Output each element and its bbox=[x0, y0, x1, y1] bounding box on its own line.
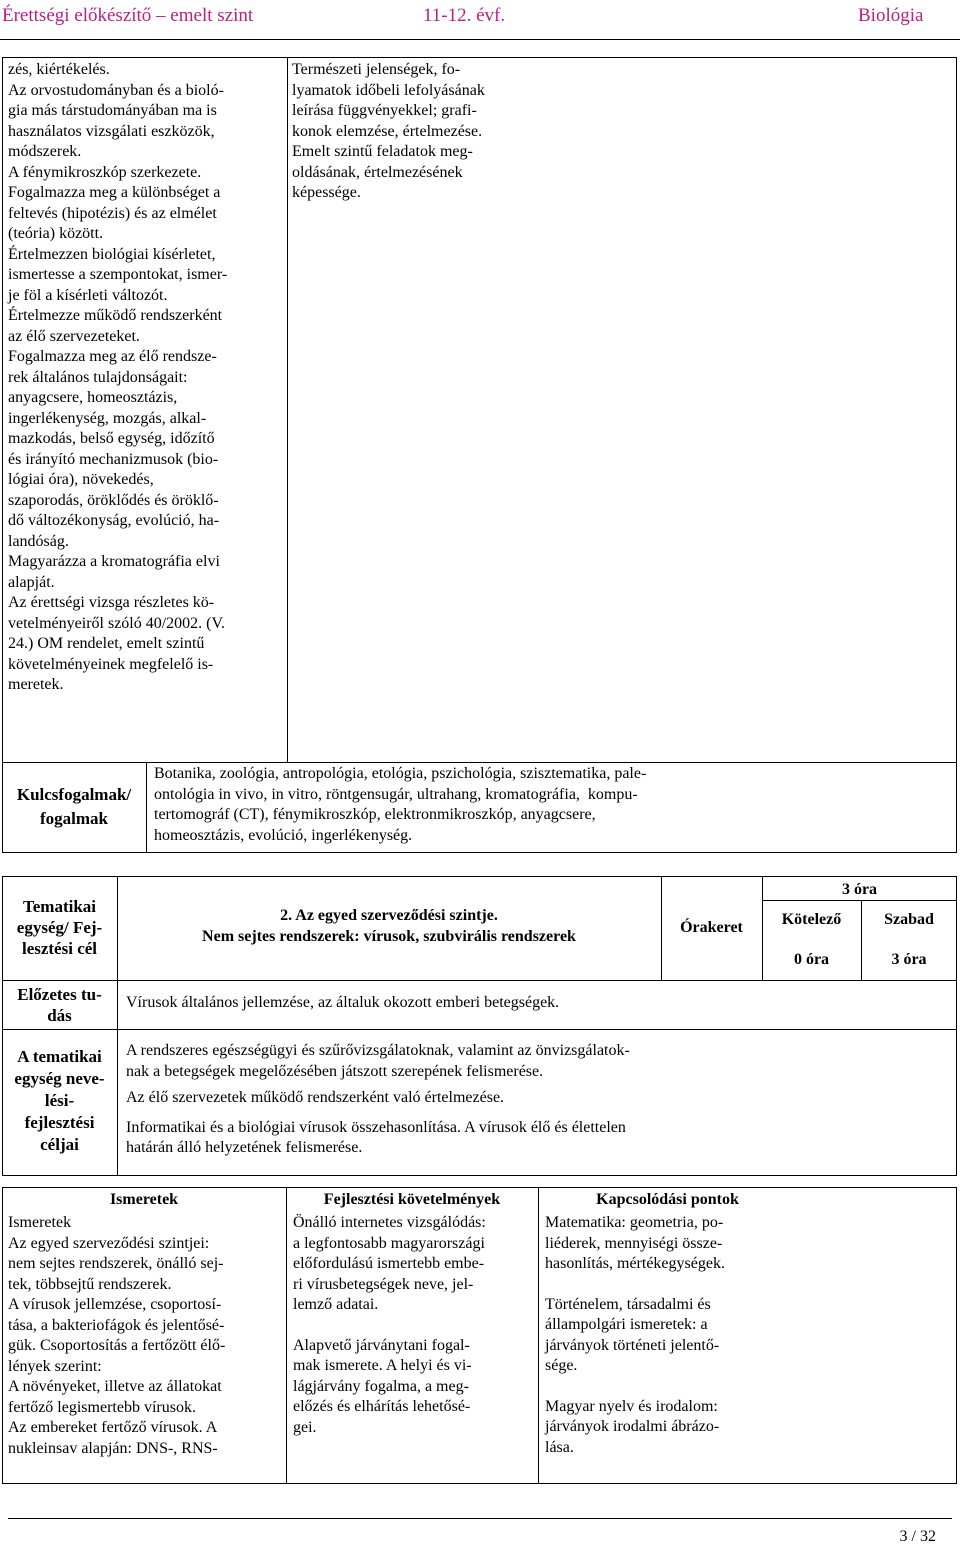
text-line: képessége. bbox=[292, 184, 361, 201]
label-line: lési- bbox=[44, 1091, 75, 1110]
prior-knowledge-label bbox=[2, 984, 117, 1026]
unit-row-rule-2 bbox=[2, 1029, 957, 1030]
col-knowledge bbox=[8, 1213, 225, 1459]
text-line: ontológia in vivo, in vitro, röntgensugár, ultrahang, kromatográfia, kompu- bbox=[154, 785, 638, 803]
text-line: Fogalmazza meg a különbséget a bbox=[8, 184, 221, 201]
text-line: a legfontosabb magyarországi bbox=[293, 1234, 485, 1252]
knowledge-requirements bbox=[8, 60, 227, 696]
total-hours: 3 óra bbox=[841, 881, 878, 898]
text-line: Az élő szervezetek működő rendszerként való értelmezése. bbox=[126, 1089, 505, 1106]
text-line: Matematika: geometria, po- bbox=[545, 1214, 724, 1231]
text-line: konok elemzése, értelmezése. bbox=[292, 122, 483, 140]
label-line: fogalmak bbox=[40, 809, 108, 828]
text-line: Fogalmazza meg az élő rendsze- bbox=[8, 348, 217, 365]
text-line: Önálló internetes vizsgálódás: bbox=[293, 1214, 486, 1231]
text-line: nak a betegségek megelőzésében játszott szerepének felismerése. bbox=[126, 1062, 544, 1080]
text-line: lények szerint: bbox=[8, 1357, 102, 1375]
text-line: oldásának, értelmezésének bbox=[292, 163, 463, 181]
text-line: Az embereket fertőző vírusok. A bbox=[8, 1419, 218, 1436]
text-line: gia más társtudományában ma is bbox=[8, 102, 217, 119]
col-header-requirements: Fejlesztési követelmények bbox=[323, 1191, 501, 1208]
label-line: lesztési cél bbox=[21, 939, 98, 958]
text-line: hasonlítás, mértékegységek. bbox=[545, 1255, 725, 1272]
text-line: nem sejtes rendszerek, önálló sej- bbox=[8, 1255, 224, 1272]
text-line: Természeti jelenségek, fo- bbox=[292, 61, 461, 78]
text-line: járványok irodalmi ábrázo- bbox=[545, 1418, 720, 1435]
text-line: A fénymikroszkóp szerkezete. bbox=[8, 163, 202, 181]
free-hours: 3 óra bbox=[891, 951, 927, 968]
text-line: gük. Csoportosítás a fertőzött élő- bbox=[8, 1337, 226, 1354]
text-line: Magyar nyelv és irodalom: bbox=[545, 1397, 718, 1415]
col-connections bbox=[545, 1213, 725, 1458]
text-line: feltevés (hipotézis) és az elmélet bbox=[8, 204, 217, 222]
free-label: Szabad bbox=[884, 911, 934, 928]
text-line: A rendszeres egészségügyi és szűrővizsgálatoknak, valamint az önvizsgálatok- bbox=[126, 1042, 630, 1059]
text-line: sége. bbox=[545, 1357, 578, 1374]
label-line: Kulcsfogalmak/ bbox=[16, 785, 132, 804]
content-divider-1 bbox=[286, 1187, 287, 1484]
text-line: Értelmezze működő rendszerként bbox=[8, 307, 223, 324]
text-line: határán álló helyzetének felismerése. bbox=[126, 1139, 363, 1156]
text-line: landóság. bbox=[8, 532, 69, 550]
text-line: A vírusok jellemzése, csoportosí- bbox=[8, 1296, 222, 1313]
text-line: A növényeket, illetve az állatokat bbox=[8, 1378, 222, 1395]
text-line: rek általános tulajdonságait: bbox=[8, 368, 188, 386]
text-line: dő változékonyság, evolúció, ha- bbox=[8, 512, 220, 529]
text-line: tek, többsejtű rendszerek. bbox=[8, 1275, 172, 1293]
label-line: Tematikai bbox=[22, 897, 97, 916]
skill-requirements bbox=[292, 60, 485, 204]
label-line: egység neve- bbox=[14, 1069, 105, 1088]
text-line: ismertesse a szempontokat, ismer- bbox=[8, 266, 228, 283]
text-line: mak ismerete. A helyi és vi- bbox=[293, 1357, 472, 1374]
text-line: állampolgári ismeretek: a bbox=[545, 1316, 708, 1333]
col-header-connections: Kapcsolódási pontok bbox=[596, 1191, 739, 1208]
text-line: lógiai óra), növekedés, bbox=[8, 471, 154, 488]
text-line: liéderek, mennyiségi össze- bbox=[545, 1234, 723, 1252]
title-line: 2. Az egyed szerveződési szintje. bbox=[280, 907, 498, 924]
unit-row-rule-1 bbox=[2, 980, 957, 981]
label-line: dás bbox=[47, 1006, 72, 1025]
text-line: Ismeretek bbox=[8, 1214, 72, 1231]
text-line: Magyarázza a kromatográfia elvi bbox=[8, 553, 220, 570]
text-line: módszerek. bbox=[8, 143, 82, 160]
text-line: alapját. bbox=[8, 573, 55, 591]
text-line: lágjárvány fogalma, a meg- bbox=[293, 1377, 469, 1395]
goals-label bbox=[2, 1046, 117, 1156]
text-line: Az egyed szerveződési szintjei: bbox=[8, 1234, 210, 1252]
text-line: lyamatok időbeli lefolyásának bbox=[292, 81, 485, 99]
text-line: leírása függvényekkel; grafi- bbox=[292, 102, 477, 119]
text-line: Botanika, zoológia, antropológia, etológia, pszichológia, szisztematika, pale- bbox=[154, 765, 647, 782]
text-line: mazkodás, belső egység, időzítő bbox=[8, 430, 215, 447]
mandatory-label: Kötelező bbox=[781, 911, 842, 928]
text-line: az élő szervezeteket. bbox=[8, 327, 140, 345]
orakeret-label: Órakeret bbox=[680, 919, 743, 936]
text-line: nukleinsav alapján: DNS-, RNS- bbox=[8, 1439, 218, 1457]
text-line: ri vírusbetegségek neve, jel- bbox=[293, 1275, 474, 1293]
prior-knowledge-text: Vírusok általános jellemzése, az általuk okozott emberi betegségek. bbox=[126, 994, 560, 1011]
col-header-knowledge: Ismeretek bbox=[109, 1191, 179, 1208]
text-line: előfordulású ismertebb embe- bbox=[293, 1255, 485, 1272]
header-subject: Biológia bbox=[858, 5, 924, 26]
text-line: szaporodás, öröklődés és öröklő- bbox=[8, 491, 219, 509]
text-line: Az orvostudományban és a bioló- bbox=[8, 81, 224, 99]
text-line: vetelményeiről szóló 40/2002. (V. bbox=[8, 614, 225, 632]
header-rule bbox=[0, 39, 960, 40]
text-line: gei. bbox=[293, 1418, 317, 1436]
title-line: Nem sejtes rendszerek: vírusok, szubvirális rendszerek bbox=[202, 927, 576, 945]
text-line: követelményeinek megfelelő is- bbox=[8, 655, 214, 673]
page-number: 3 / 32 bbox=[899, 1528, 936, 1545]
text-line: használatos vizsgálati eszközök, bbox=[8, 122, 215, 140]
competency-divider bbox=[287, 57, 288, 762]
text-line: 24.) OM rendelet, emelt szintű bbox=[8, 635, 205, 652]
footer-rule bbox=[8, 1518, 952, 1519]
unit-label bbox=[2, 896, 117, 959]
text-line: je föl a kísérleti változót. bbox=[8, 286, 168, 304]
unit-title bbox=[117, 906, 661, 947]
mandatory-hours: 0 óra bbox=[793, 951, 830, 968]
text-line: meretek. bbox=[8, 676, 64, 693]
text-line: Történelem, társadalmi és bbox=[545, 1295, 711, 1313]
keywords-text bbox=[154, 764, 646, 846]
label-line: Előzetes tu- bbox=[17, 985, 102, 1004]
goals-text bbox=[126, 1041, 630, 1159]
header-course: Érettségi előkészítő – emelt szint bbox=[2, 5, 254, 26]
text-line: járványok történeti jelentő- bbox=[545, 1336, 720, 1354]
label-line: egység/ Fej- bbox=[16, 918, 103, 937]
text-line: fertőző legismertebb vírusok. bbox=[8, 1398, 196, 1416]
label-line: fejlesztési bbox=[24, 1113, 95, 1132]
text-line: Alapvető járványtani fogal- bbox=[293, 1336, 470, 1354]
keywords-label bbox=[2, 783, 146, 831]
text-line: és irányító mechanizmusok (bio- bbox=[8, 450, 219, 468]
content-divider-2 bbox=[538, 1187, 539, 1484]
text-line: (teória) között. bbox=[8, 225, 104, 242]
keyword-divider bbox=[146, 762, 147, 853]
text-line: tása, a bakteriofágok és jelentősé- bbox=[8, 1316, 225, 1334]
text-line: előzés és elhárítás lehetősé- bbox=[293, 1398, 471, 1415]
text-line: zés, kiértékelés. bbox=[8, 61, 110, 78]
text-line: anyagcsere, homeosztázis, bbox=[8, 389, 178, 406]
label-line: céljai bbox=[40, 1135, 79, 1154]
text-line: homeosztázis, evolúció, ingerlékenység. bbox=[154, 826, 413, 844]
text-line: Informatikai és a biológiai vírusok összehasonlítása. A vírusok élő és élettelen bbox=[126, 1118, 626, 1136]
col-requirements bbox=[293, 1213, 486, 1438]
header-grade: 11-12. évf. bbox=[423, 5, 506, 26]
label-line: A tematikai bbox=[17, 1047, 102, 1066]
text-line: Az érettségi vizsga részletes kö- bbox=[8, 594, 215, 611]
text-line: tertomográf (CT), fénymikroszkóp, elektronmikroszkóp, anyagcsere, bbox=[154, 806, 596, 823]
text-line: ingerlékenység, mozgás, alkal- bbox=[8, 409, 207, 427]
text-line: lása. bbox=[545, 1438, 574, 1456]
text-line: Emelt szintű feladatok meg- bbox=[292, 143, 473, 160]
text-line: lemző adatai. bbox=[293, 1296, 379, 1313]
text-line: Értelmezzen biológiai kísérletet, bbox=[8, 245, 216, 263]
